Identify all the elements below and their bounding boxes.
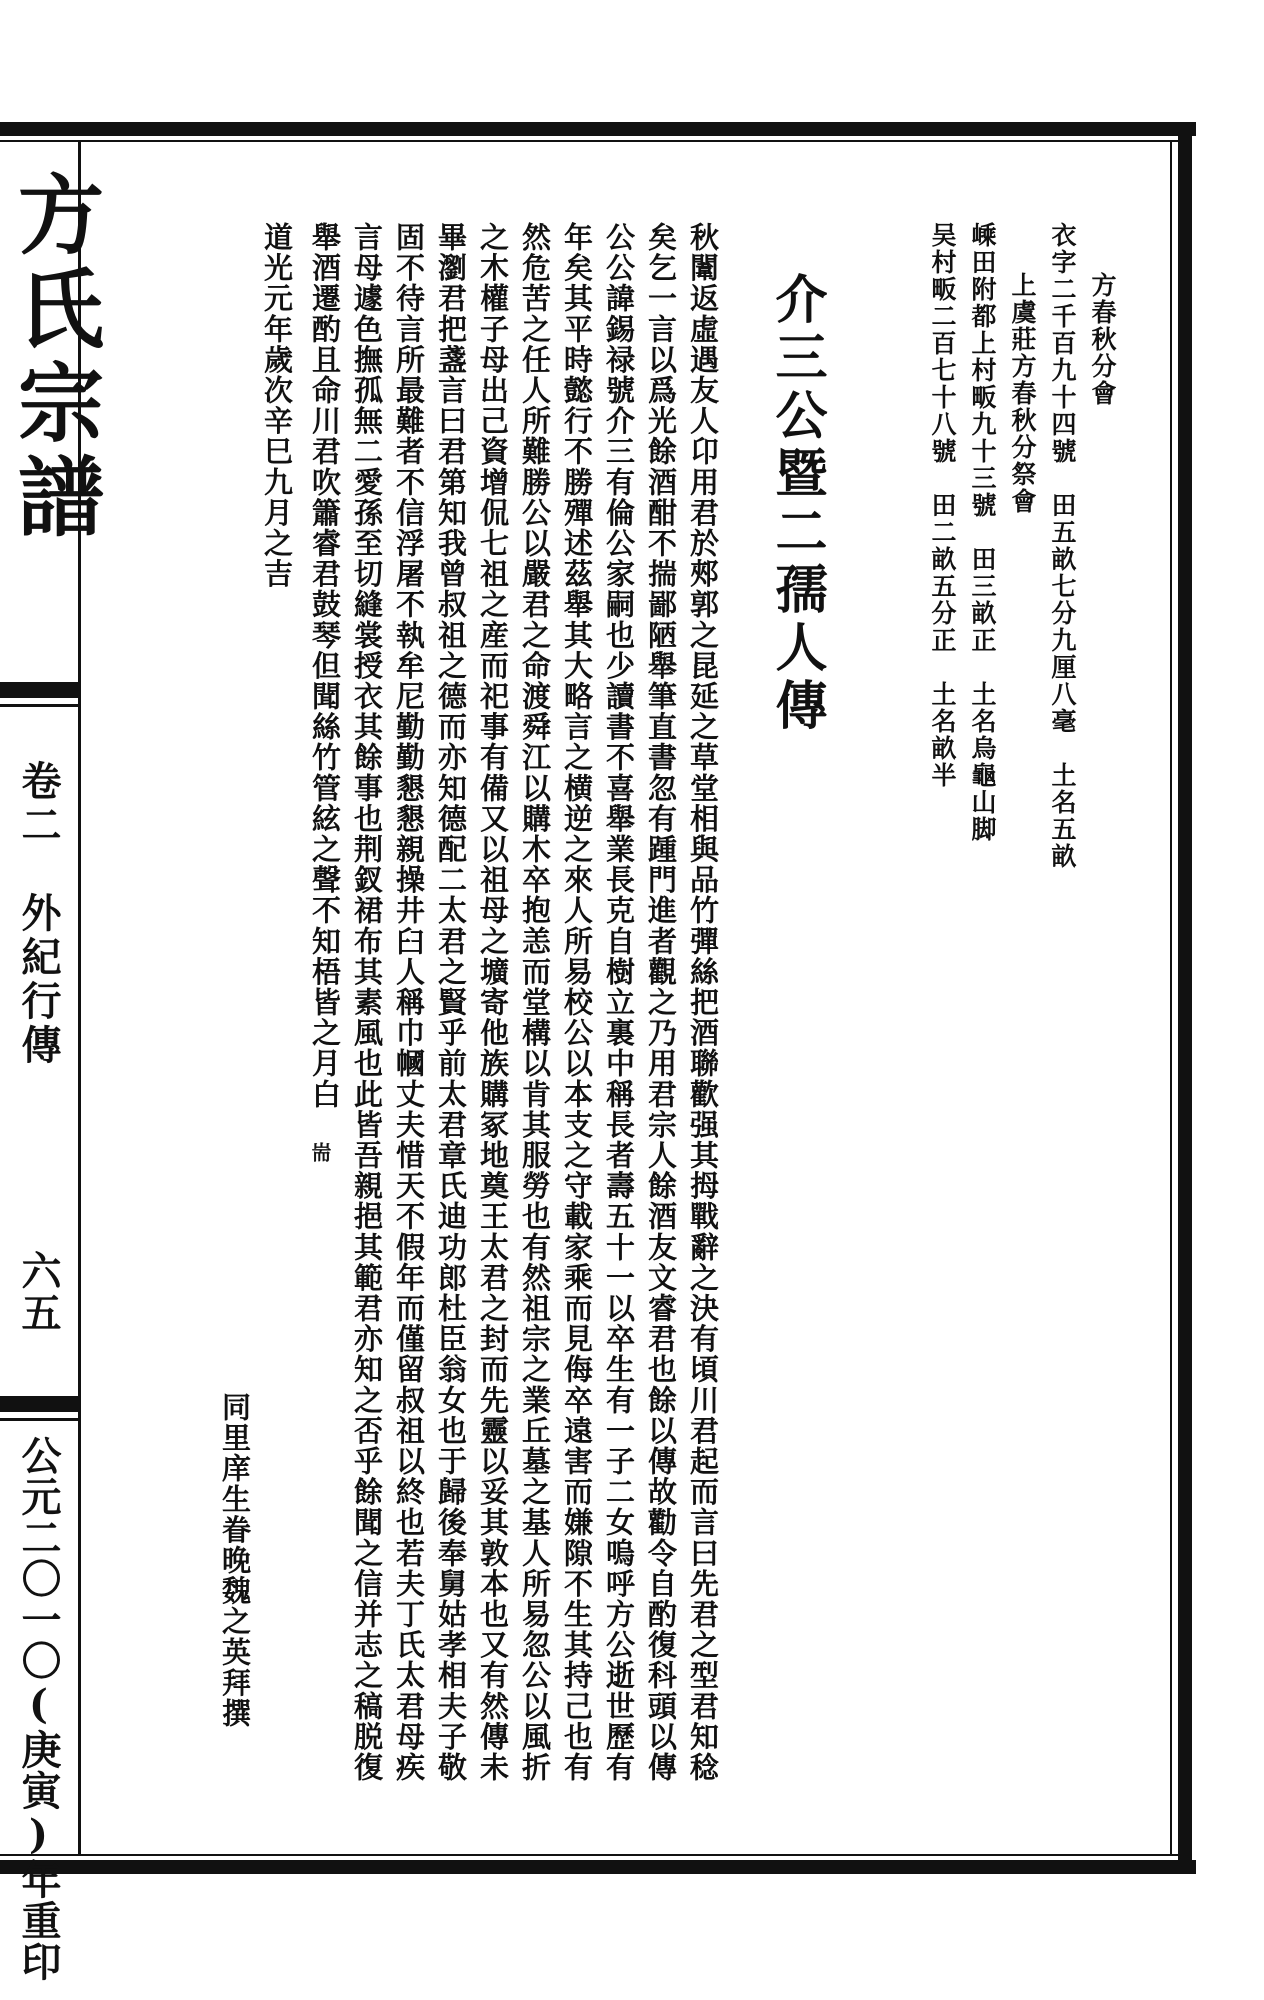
- biography-column: 舉酒遷酌且命川君吹簫睿君鼓琴但聞絲竹管絃之聲不知梧皆之月白: [308, 222, 342, 1110]
- biography-column: 年矣其平時懿行不勝殫述茲舉其大略言之横逆之來人所易校公以本支之守載家乘而見侮卒遠害而嫌隙不生其持己也有: [560, 222, 594, 1783]
- spine-bar: [0, 704, 78, 707]
- frame-right-rule: [1178, 122, 1192, 1874]
- land-record-heading: 方春秋分會: [1088, 272, 1117, 407]
- author-signature: 同里庠生眷晚魏之英拜撰: [218, 1392, 252, 1729]
- spine-bar: [0, 1396, 78, 1412]
- biography-column: 固不待言所最難者不信浮屠不執牟尼勤勤懇懇親操井臼人稱巾幗丈夫惜天不假年而僅留叔祖以終也若夫丁氏太君母疾: [392, 222, 426, 1783]
- biography-column: 然危苦之任人所難勝公以嚴君之命渡舜江以購木卒抱恙而堂構以肯其服勞也有然祖宗之業丘墓之基人所易忽公以風折: [518, 222, 552, 1783]
- spine-bar: [0, 1418, 78, 1421]
- frame-right-inner-rule: [1170, 140, 1172, 1856]
- biography-column: 言母遽色撫孤無二愛孫至切縫裳授衣其餘事也荆釵裙布其素風也此皆吾親挹其範君亦知之否乎餘聞之信并志之稿脱復: [350, 222, 384, 1783]
- biography-column: 畢瀏君把盞言曰君第知我曾叔祖之德而亦知德配二太君之賢乎前太君章氏迪功郎杜臣翁女也于歸後奉舅姑孝相夫子敬: [434, 222, 468, 1783]
- land-record-heading: 上虞莊方春秋分祭會: [1008, 272, 1037, 515]
- spine-bar: [0, 682, 78, 698]
- page-number: 六五: [15, 1250, 62, 1334]
- frame-top-inner-rule: [0, 140, 1190, 142]
- frame-top-rule: [0, 122, 1196, 136]
- frame-bottom-rule: [0, 1860, 1196, 1874]
- land-record-line: 吴村畈二百七十八號 田二畝五分正 土名畝半: [928, 222, 957, 789]
- land-record-line: 衣字二千百九十四號 田五畝七分九厘八毫 土名五畝: [1048, 222, 1077, 870]
- land-record-line: 嵊田附都上村畈九十三號 田三畝正 土名烏龜山脚: [968, 222, 997, 843]
- book-title: 方氏宗譜: [3, 170, 104, 546]
- biography-column: 秋闈返虛遇友人卬用君於郟郭之昆延之草堂相與品竹彈絲把酒聯歡强其拇戰辭之決有頃川君起而言曰先君之型君知稔: [686, 222, 720, 1783]
- date-column: 道光元年歲次辛巳九月之吉: [260, 222, 294, 590]
- volume-label: 卷二 外紀行傳: [15, 760, 62, 1068]
- biography-column: 矣乞一言以爲光餘酒酣不揣鄙陋舉筆直書忽有踵門進者觀之乃用君宗人餘酒友文睿君也餘以傳故勸令自酌復科頭以傳: [644, 222, 678, 1783]
- reprint-note: 公元二〇一〇(庚寅)年重印: [15, 1435, 62, 1982]
- biography-title: 介三公暨二孺人傳: [766, 272, 827, 736]
- frame-bottom-inner-rule: [0, 1854, 1190, 1856]
- biography-column: 耑: [308, 1142, 332, 1164]
- biography-column: 之木權子母出己資增侃七祖之産而祀事有備又以祖母之壙寄他族購冢地奠王太君之封而先靈以妥其敦本也又有然傳未: [476, 222, 510, 1783]
- biography-column: 公公諱錫禄號介三有倫公家嗣也少讀書不喜舉業長克自樹立裏中稱長者壽五十一以卒生有一子二女嗚呼方公逝世歷有: [602, 222, 636, 1783]
